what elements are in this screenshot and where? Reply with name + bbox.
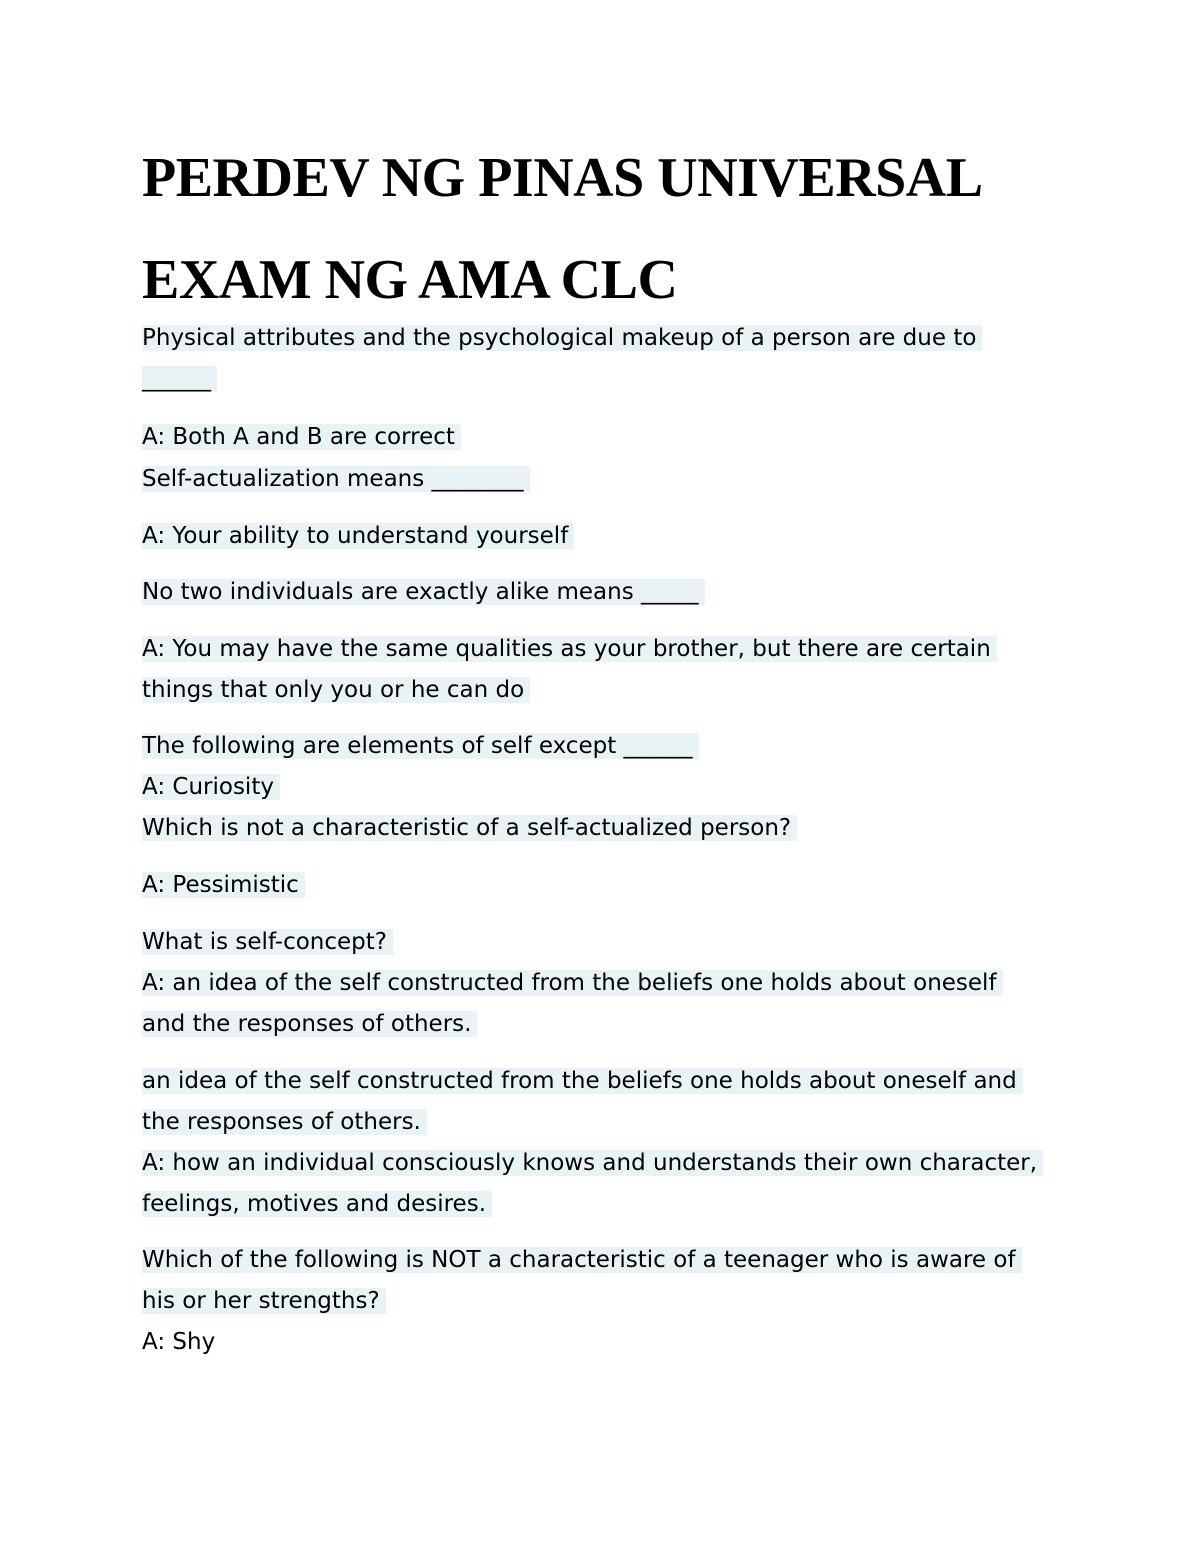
text-line: [142, 870, 305, 900]
text-line: [142, 813, 797, 843]
answer-text: A: how an individual consciously knows and understands their own character,: [142, 1150, 1043, 1176]
question-text: an idea of the self constructed from the beliefs one holds about oneself and: [142, 1068, 1023, 1094]
question-text: What is self-concept?: [142, 929, 393, 955]
question-text: the responses of others.: [142, 1109, 427, 1135]
text-line: [142, 1245, 1022, 1275]
answer-text: A: Pessimistic: [142, 872, 305, 898]
answer-text: A: You may have the same qualities as your brother, but there are certain: [142, 636, 997, 662]
text-line: [142, 1286, 386, 1316]
text-line: [142, 422, 461, 452]
answer-text: A: Shy: [142, 1329, 216, 1355]
text-line: [142, 1327, 215, 1357]
text-line: [142, 521, 574, 551]
text-line: [142, 772, 280, 802]
question-text: Which of the following is NOT a characteristic of a teenager who is aware of: [142, 1247, 1022, 1273]
answer-blank: ______: [142, 366, 217, 392]
text-line: [142, 1009, 477, 1039]
text-line: [142, 634, 997, 664]
text-line: [142, 323, 982, 353]
document-title-line-1: PERDEV NG PINAS UNIVERSAL: [142, 147, 983, 209]
text-line: [142, 1189, 492, 1219]
text-line: [142, 675, 530, 705]
question-text: his or her strengths?: [142, 1288, 386, 1314]
text-line: [142, 364, 217, 394]
text-line: [142, 1148, 1043, 1178]
text-line: [142, 1107, 427, 1137]
answer-text: A: Your ability to understand yourself: [142, 523, 574, 549]
question-text: Physical attributes and the psychological makeup of a person are due to: [142, 325, 982, 351]
document-title-line-2: EXAM NG AMA CLC: [142, 249, 678, 311]
text-line: [142, 968, 1003, 998]
answer-text: A: Curiosity: [142, 774, 280, 800]
question-text: Self-actualization means ________: [142, 466, 530, 492]
question-text: No two individuals are exactly alike means _____: [142, 579, 705, 605]
question-text: Which is not a characteristic of a self-actualized person?: [142, 815, 797, 841]
answer-text: A: Both A and B are correct: [142, 424, 461, 450]
text-line: [142, 1066, 1023, 1096]
text-line: [142, 464, 530, 494]
answer-text: A: an idea of the self constructed from the beliefs one holds about oneself: [142, 970, 1003, 996]
answer-text: and the responses of others.: [142, 1011, 477, 1037]
answer-text: feelings, motives and desires.: [142, 1191, 492, 1217]
answer-text: things that only you or he can do: [142, 677, 530, 703]
text-line: [142, 731, 699, 761]
text-line: [142, 577, 705, 607]
text-line: [142, 927, 393, 957]
question-text: The following are elements of self except ______: [142, 733, 699, 759]
